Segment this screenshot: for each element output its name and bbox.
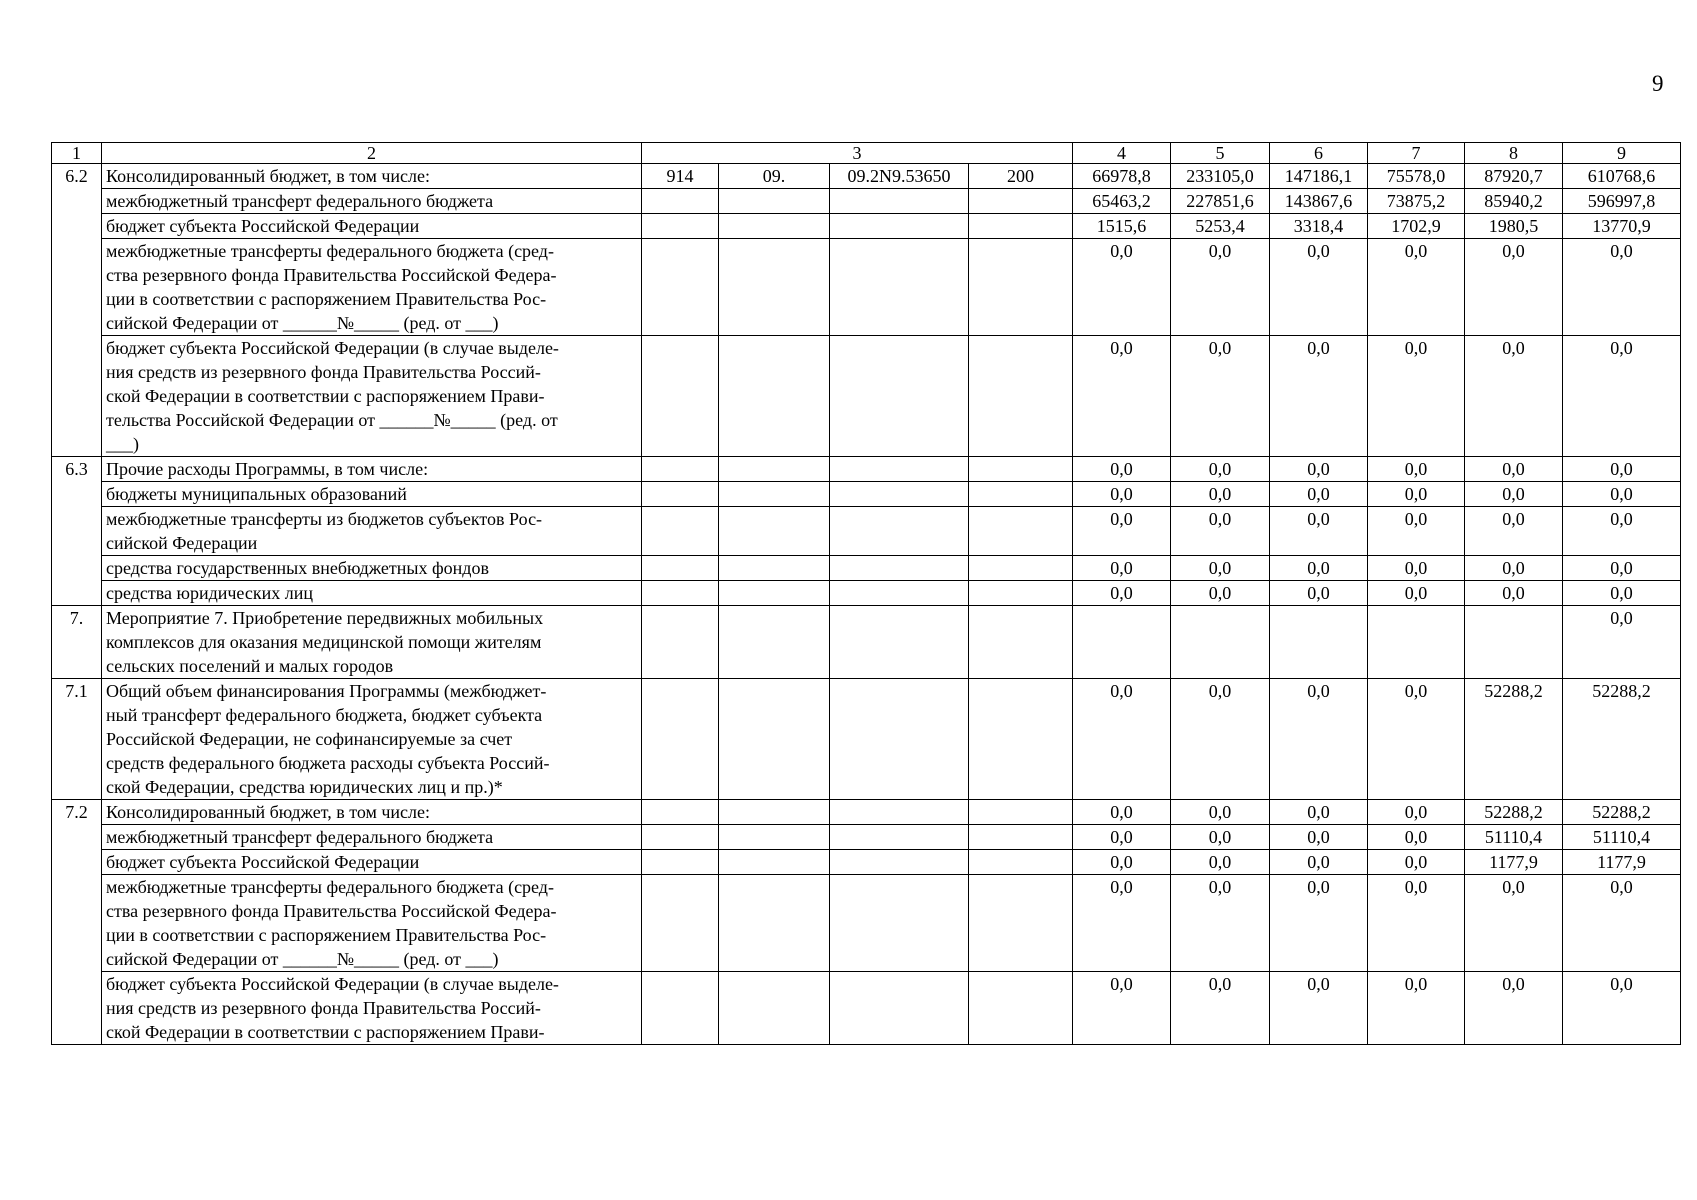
budget-code — [969, 336, 1073, 457]
amount-cell: 0,0 — [1073, 800, 1171, 825]
amount-cell: 0,0 — [1368, 800, 1465, 825]
amount-cell: 0,0 — [1073, 875, 1171, 972]
budget-code — [830, 875, 969, 972]
amount-cell: 0,0 — [1270, 800, 1368, 825]
amount-cell: 0,0 — [1270, 972, 1368, 1045]
budget-code — [969, 507, 1073, 556]
budget-code — [642, 336, 719, 457]
budget-code — [969, 875, 1073, 972]
budget-code — [969, 556, 1073, 581]
budget-code — [642, 189, 719, 214]
amount-cell: 0,0 — [1368, 482, 1465, 507]
table-row — [52, 850, 1681, 875]
row-name-line: ния средств из резервного фонда Правительства Россий- — [106, 362, 541, 382]
budget-code — [642, 507, 719, 556]
table-row — [52, 606, 1681, 679]
row-name-line: Мероприятие 7. Приобретение передвижных мобильных — [106, 608, 544, 628]
column-number-row — [52, 143, 1681, 164]
budget-code — [719, 336, 830, 457]
page-number: 9 — [1652, 71, 1664, 96]
column-header: 7 — [1368, 143, 1465, 164]
budget-code — [719, 556, 830, 581]
amount-cell: 0,0 — [1563, 875, 1681, 972]
amount-cell: 233105,0 — [1171, 164, 1270, 189]
budget-code — [719, 850, 830, 875]
budget-code — [642, 457, 719, 482]
table-row — [52, 482, 1681, 507]
amount-cell: 85940,2 — [1465, 189, 1563, 214]
budget-code — [642, 800, 719, 825]
amount-cell: 0,0 — [1465, 507, 1563, 556]
budget-code — [642, 825, 719, 850]
row-name — [102, 164, 642, 189]
amount-cell: 73875,2 — [1368, 189, 1465, 214]
budget-code — [642, 850, 719, 875]
row-name-line: Общий объем финансирования Программы (межбюджет- — [106, 681, 547, 701]
amount-cell: 51110,4 — [1465, 825, 1563, 850]
amount-cell — [1465, 606, 1563, 679]
table-row — [52, 336, 1681, 457]
table-row — [52, 875, 1681, 972]
amount-cell: 0,0 — [1073, 850, 1171, 875]
row-name — [102, 581, 642, 606]
amount-cell: 0,0 — [1465, 336, 1563, 457]
budget-code — [830, 800, 969, 825]
amount-cell: 0,0 — [1171, 239, 1270, 336]
row-name-line: ства резервного фонда Правительства Российской Федера- — [106, 901, 557, 921]
amount-cell: 0,0 — [1270, 679, 1368, 800]
row-name — [102, 606, 642, 679]
amount-cell: 0,0 — [1171, 482, 1270, 507]
budget-code — [969, 581, 1073, 606]
amount-cell: 0,0 — [1368, 972, 1465, 1045]
budget-code — [830, 972, 969, 1045]
table-row — [52, 556, 1681, 581]
row-name-line: Консолидированный бюджет, в том числе: — [106, 802, 431, 822]
amount-cell: 0,0 — [1563, 972, 1681, 1045]
amount-cell: 0,0 — [1270, 482, 1368, 507]
table-row — [52, 164, 1681, 189]
amount-cell: 143867,6 — [1270, 189, 1368, 214]
amount-cell: 0,0 — [1563, 457, 1681, 482]
amount-cell — [1171, 606, 1270, 679]
row-name-line: бюджет субъекта Российской Федерации (в случае выделе- — [106, 338, 559, 358]
budget-code — [719, 507, 830, 556]
row-name-line: тельства Российской Федерации от ______№_____ (ред. от — [106, 410, 558, 430]
row-name — [102, 800, 642, 825]
budget-code — [642, 606, 719, 679]
amount-cell: 0,0 — [1465, 875, 1563, 972]
budget-code — [642, 239, 719, 336]
row-name — [102, 482, 642, 507]
row-name-line: межбюджетные трансферты федерального бюджета (сред- — [106, 877, 554, 897]
row-name — [102, 239, 642, 336]
amount-cell — [1073, 606, 1171, 679]
budget-code — [830, 606, 969, 679]
budget-code — [830, 825, 969, 850]
budget-code — [969, 482, 1073, 507]
row-name-line: ___) — [106, 434, 139, 454]
budget-code — [830, 679, 969, 800]
amount-cell: 0,0 — [1171, 457, 1270, 482]
column-header: 5 — [1171, 143, 1270, 164]
budget-code — [969, 825, 1073, 850]
budget-code — [719, 214, 830, 239]
amount-cell: 0,0 — [1171, 336, 1270, 457]
amount-cell: 13770,9 — [1563, 214, 1681, 239]
amount-cell: 0,0 — [1171, 800, 1270, 825]
row-name-line: сийской Федерации от ______№_____ (ред. от ___) — [106, 949, 499, 969]
amount-cell: 52288,2 — [1563, 679, 1681, 800]
row-name-line: бюджеты муниципальных образований — [106, 484, 407, 504]
amount-cell: 0,0 — [1171, 581, 1270, 606]
amount-cell: 0,0 — [1270, 825, 1368, 850]
budget-code — [719, 189, 830, 214]
amount-cell: 0,0 — [1368, 556, 1465, 581]
row-name-line: средства государственных внебюджетных фондов — [106, 558, 489, 578]
amount-cell: 0,0 — [1171, 556, 1270, 581]
row-name — [102, 189, 642, 214]
budget-code — [969, 457, 1073, 482]
budget-code — [719, 457, 830, 482]
column-header: 9 — [1563, 143, 1681, 164]
row-name-line: бюджет субъекта Российской Федерации — [106, 852, 420, 872]
row-name-line: комплексов для оказания медицинской помощи жителям — [106, 632, 542, 652]
amount-cell: 0,0 — [1270, 239, 1368, 336]
amount-cell: 0,0 — [1465, 457, 1563, 482]
row-name-line: ния средств из резервного фонда Правительства Россий- — [106, 998, 541, 1018]
row-number: 7.2 — [52, 800, 102, 1045]
amount-cell: 0,0 — [1073, 556, 1171, 581]
row-name-line: бюджет субъекта Российской Федерации (в случае выделе- — [106, 974, 559, 994]
amount-cell: 0,0 — [1270, 336, 1368, 457]
row-name-line: ства резервного фонда Правительства Российской Федера- — [106, 265, 557, 285]
amount-cell: 0,0 — [1465, 239, 1563, 336]
row-name — [102, 214, 642, 239]
amount-cell: 52288,2 — [1465, 679, 1563, 800]
amount-cell: 0,0 — [1368, 507, 1465, 556]
budget-code — [830, 214, 969, 239]
amount-cell: 0,0 — [1563, 482, 1681, 507]
amount-cell: 0,0 — [1270, 875, 1368, 972]
amount-cell: 0,0 — [1465, 482, 1563, 507]
amount-cell: 610768,6 — [1563, 164, 1681, 189]
column-header: 8 — [1465, 143, 1563, 164]
amount-cell: 0,0 — [1171, 507, 1270, 556]
column-header: 2 — [102, 143, 642, 164]
amount-cell: 0,0 — [1073, 581, 1171, 606]
budget-code — [969, 972, 1073, 1045]
row-number: 7. — [52, 606, 102, 679]
amount-cell: 1515,6 — [1073, 214, 1171, 239]
row-name-line: ции в соответствии с распоряжением Правительства Рос- — [106, 925, 547, 945]
row-name-line: Российской Федерации, не софинансируемые за счет — [106, 729, 513, 749]
amount-cell: 0,0 — [1563, 606, 1681, 679]
amount-cell: 147186,1 — [1270, 164, 1368, 189]
budget-code — [719, 482, 830, 507]
amount-cell: 1702,9 — [1368, 214, 1465, 239]
budget-code — [969, 189, 1073, 214]
amount-cell: 65463,2 — [1073, 189, 1171, 214]
row-name — [102, 679, 642, 800]
row-name-line: Консолидированный бюджет, в том числе: — [106, 166, 431, 186]
row-name-line: ции в соответствии с распоряжением Правительства Рос- — [106, 289, 547, 309]
table-row — [52, 800, 1681, 825]
amount-cell: 0,0 — [1270, 850, 1368, 875]
table-row — [52, 972, 1681, 1045]
amount-cell: 0,0 — [1368, 850, 1465, 875]
row-name-line: межбюджетный трансферт федерального бюджета — [106, 827, 494, 847]
budget-code — [969, 606, 1073, 679]
amount-cell: 0,0 — [1270, 556, 1368, 581]
budget-code — [642, 581, 719, 606]
amount-cell: 0,0 — [1270, 581, 1368, 606]
amount-cell: 0,0 — [1368, 875, 1465, 972]
amount-cell: 1980,5 — [1465, 214, 1563, 239]
amount-cell: 5253,4 — [1171, 214, 1270, 239]
budget-code: 09.2N9.53650 — [830, 164, 969, 189]
amount-cell: 227851,6 — [1171, 189, 1270, 214]
row-name-line: Прочие расходы Программы, в том числе: — [106, 459, 429, 479]
budget-code: 200 — [969, 164, 1073, 189]
amount-cell: 75578,0 — [1368, 164, 1465, 189]
amount-cell: 0,0 — [1270, 457, 1368, 482]
amount-cell: 0,0 — [1563, 336, 1681, 457]
amount-cell: 87920,7 — [1465, 164, 1563, 189]
row-name-line: ный трансферт федерального бюджета, бюджет субъекта — [106, 705, 543, 725]
row-name — [102, 336, 642, 457]
amount-cell: 0,0 — [1563, 581, 1681, 606]
amount-cell: 0,0 — [1465, 581, 1563, 606]
budget-code — [830, 556, 969, 581]
table-row — [52, 239, 1681, 336]
amount-cell: 0,0 — [1171, 972, 1270, 1045]
amount-cell: 596997,8 — [1563, 189, 1681, 214]
column-header: 1 — [52, 143, 102, 164]
budget-code — [719, 800, 830, 825]
budget-code — [830, 482, 969, 507]
budget-table — [51, 142, 1681, 1045]
row-name-line: межбюджетные трансферты из бюджетов субъектов Рос- — [106, 509, 543, 529]
column-header: 6 — [1270, 143, 1368, 164]
row-name-line: средства юридических лиц — [106, 583, 313, 603]
table-body — [52, 143, 1681, 1045]
budget-code — [969, 800, 1073, 825]
amount-cell: 0,0 — [1465, 972, 1563, 1045]
table-row — [52, 457, 1681, 482]
budget-code — [830, 457, 969, 482]
budget-code — [830, 581, 969, 606]
amount-cell: 0,0 — [1270, 507, 1368, 556]
table-row — [52, 507, 1681, 556]
amount-cell: 52288,2 — [1465, 800, 1563, 825]
budget-code — [642, 482, 719, 507]
amount-cell: 1177,9 — [1465, 850, 1563, 875]
amount-cell — [1368, 606, 1465, 679]
amount-cell: 52288,2 — [1563, 800, 1681, 825]
amount-cell: 0,0 — [1073, 482, 1171, 507]
amount-cell: 0,0 — [1368, 457, 1465, 482]
row-name-line: ской Федерации в соответствии с распоряжением Прави- — [106, 1022, 545, 1042]
budget-code: 09. — [719, 164, 830, 189]
budget-code — [830, 239, 969, 336]
amount-cell: 0,0 — [1368, 825, 1465, 850]
row-name-line: сельских поселений и малых городов — [106, 656, 394, 676]
budget-code — [719, 581, 830, 606]
amount-cell: 0,0 — [1171, 850, 1270, 875]
row-name — [102, 850, 642, 875]
row-name-line: межбюджетный трансферт федерального бюджета — [106, 191, 494, 211]
amount-cell: 0,0 — [1368, 581, 1465, 606]
budget-code — [830, 189, 969, 214]
column-header: 3 — [642, 143, 1073, 164]
amount-cell: 0,0 — [1171, 825, 1270, 850]
budget-code — [969, 239, 1073, 336]
amount-cell: 0,0 — [1073, 679, 1171, 800]
table-row — [52, 825, 1681, 850]
budget-code — [830, 336, 969, 457]
amount-cell: 0,0 — [1073, 507, 1171, 556]
row-name-line: бюджет субъекта Российской Федерации — [106, 216, 420, 236]
budget-code — [642, 875, 719, 972]
budget-code — [719, 825, 830, 850]
row-name — [102, 875, 642, 972]
table-row — [52, 679, 1681, 800]
amount-cell: 0,0 — [1073, 825, 1171, 850]
budget-code — [719, 972, 830, 1045]
row-name — [102, 825, 642, 850]
column-header: 4 — [1073, 143, 1171, 164]
budget-code — [719, 606, 830, 679]
table-row — [52, 214, 1681, 239]
amount-cell — [1270, 606, 1368, 679]
amount-cell: 66978,8 — [1073, 164, 1171, 189]
row-name-line: средств федерального бюджета расходы субъекта Россий- — [106, 753, 550, 773]
amount-cell: 1177,9 — [1563, 850, 1681, 875]
budget-code — [969, 850, 1073, 875]
budget-code — [642, 556, 719, 581]
row-name-line: сийской Федерации — [106, 533, 258, 553]
amount-cell: 0,0 — [1368, 239, 1465, 336]
row-name-line: межбюджетные трансферты федерального бюджета (сред- — [106, 241, 554, 261]
budget-code — [719, 875, 830, 972]
budget-code — [830, 850, 969, 875]
row-name — [102, 556, 642, 581]
row-name — [102, 507, 642, 556]
table-row — [52, 189, 1681, 214]
row-name-line: ской Федерации, средства юридических лиц и пр.)* — [106, 777, 503, 797]
amount-cell: 0,0 — [1171, 875, 1270, 972]
amount-cell: 0,0 — [1368, 679, 1465, 800]
amount-cell: 0,0 — [1073, 336, 1171, 457]
amount-cell: 0,0 — [1073, 239, 1171, 336]
amount-cell: 0,0 — [1073, 972, 1171, 1045]
amount-cell: 0,0 — [1563, 556, 1681, 581]
row-number: 6.3 — [52, 457, 102, 606]
budget-code — [642, 679, 719, 800]
row-name — [102, 972, 642, 1045]
amount-cell: 0,0 — [1368, 336, 1465, 457]
amount-cell: 51110,4 — [1563, 825, 1681, 850]
row-name-line: ской Федерации в соответствии с распоряжением Прави- — [106, 386, 545, 406]
budget-code — [719, 679, 830, 800]
amount-cell: 0,0 — [1171, 679, 1270, 800]
table-row — [52, 581, 1681, 606]
amount-cell: 0,0 — [1563, 239, 1681, 336]
budget-code — [830, 507, 969, 556]
amount-cell: 3318,4 — [1270, 214, 1368, 239]
budget-code: 914 — [642, 164, 719, 189]
row-number: 6.2 — [52, 164, 102, 457]
budget-code — [642, 214, 719, 239]
row-name-line: сийской Федерации от ______№_____ (ред. от ___) — [106, 313, 499, 333]
budget-code — [642, 972, 719, 1045]
amount-cell: 0,0 — [1465, 556, 1563, 581]
budget-code — [969, 679, 1073, 800]
row-name — [102, 457, 642, 482]
row-number: 7.1 — [52, 679, 102, 800]
budget-code — [719, 239, 830, 336]
amount-cell: 0,0 — [1073, 457, 1171, 482]
amount-cell: 0,0 — [1563, 507, 1681, 556]
budget-code — [969, 214, 1073, 239]
